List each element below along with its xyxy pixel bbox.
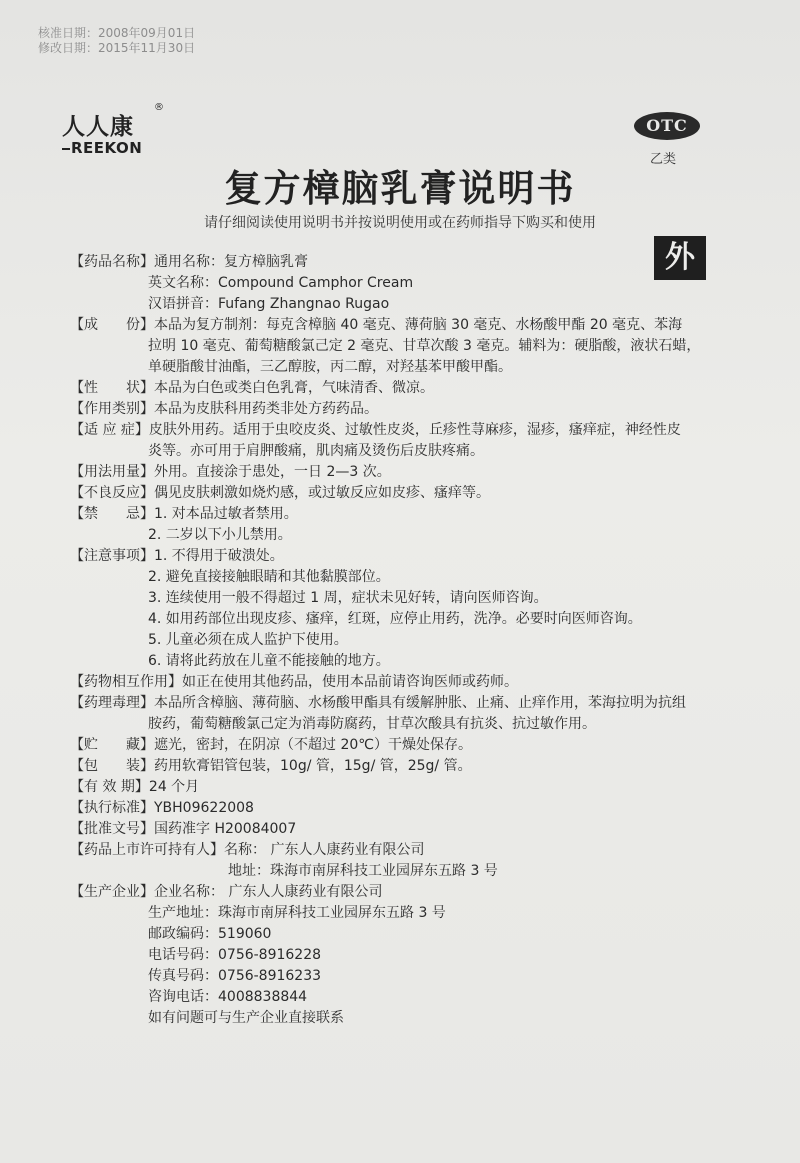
section-storage xyxy=(70,735,720,756)
section-label: 【适 应 症】 xyxy=(70,422,149,438)
section-text: 如正在使用其他药品，使用本品前请咨询医师或药师。 xyxy=(182,674,518,690)
section-contraindications xyxy=(70,504,720,525)
ingredients-line: 单硬脂酸甘油酯，三乙醇胺，丙二醇，对羟基苯甲酸甲酯。 xyxy=(148,359,512,375)
revision-date: 修改日期：2015年11月30日 xyxy=(38,41,196,55)
section-indications xyxy=(70,420,720,441)
section-text: 偶见皮肤刺激如烧灼感，或过敏反应如皮疹、瘙痒等。 xyxy=(154,485,490,501)
section-text: 本品为白色或类白色乳膏，气味清香、微凉。 xyxy=(154,380,434,396)
section-appearance xyxy=(70,378,720,399)
section-pharmacology xyxy=(70,693,720,714)
section-label: 【生产企业】 xyxy=(70,884,154,900)
section-label: 【药品上市许可持有人】 xyxy=(70,842,224,858)
ingredients-line: 本品为复方制剂：每克含樟脑 40 毫克、薄荷脑 30 毫克、水杨酸甲酯 20 毫克、苯海 xyxy=(154,317,683,333)
section-label: 【药物相互作用】 xyxy=(70,674,182,690)
section-name xyxy=(70,252,720,273)
external-use-badge: 外 xyxy=(654,236,706,280)
section-adverse xyxy=(70,483,720,504)
otc-class: 乙类 xyxy=(650,152,677,167)
phone-number: 电话号码：0756-8916228 xyxy=(148,947,322,963)
logo-chinese: 人人康 xyxy=(62,114,134,140)
section-text: YBH09622008 xyxy=(154,800,254,816)
section-label: 【药品名称】 xyxy=(70,254,154,270)
section-precautions xyxy=(70,546,720,567)
list-item: 1. 不得用于破溃处。 xyxy=(154,548,284,564)
section-label: 【性 状】 xyxy=(70,380,154,396)
date-stamp xyxy=(38,26,195,56)
fax-number: 传真号码：0756-8916233 xyxy=(148,968,322,984)
arrow-icon xyxy=(62,148,70,150)
section-label: 【作用类别】 xyxy=(70,401,154,417)
mah-name: 名称： 广东人人康药业有限公司 xyxy=(224,842,425,858)
page-title: 复方樟脑乳膏说明书 xyxy=(224,167,576,210)
subtitle: 请仔细阅读使用说明书并按说明使用或在药师指导下购买和使用 xyxy=(204,215,596,231)
list-item: 3. 连续使用一般不得超过 1 周，症状未见好转，请向医师咨询。 xyxy=(148,590,548,606)
section-text: 胺药，葡萄糖酸氯己定为消毒防腐药，甘草次酸具有抗炎、抗过敏作用。 xyxy=(148,716,596,732)
section-label: 【贮 藏】 xyxy=(70,737,154,753)
section-label: 【药理毒理】 xyxy=(70,695,154,711)
manufacturer-name: 企业名称： 广东人人康药业有限公司 xyxy=(154,884,383,900)
section-packaging xyxy=(70,756,720,777)
section-mah xyxy=(70,840,720,861)
english-name: 英文名称：Compound Camphor Cream xyxy=(148,275,414,291)
section-text: 24 个月 xyxy=(148,779,200,795)
section-text: 本品为皮肤科用药类非处方药药品。 xyxy=(154,401,378,417)
section-text: 外用。直接涂于患处，一日 2—3 次。 xyxy=(154,464,391,480)
approval-date: 核准日期：2008年09月01日 xyxy=(38,26,196,40)
section-label: 【包 装】 xyxy=(70,758,154,774)
section-manufacturer xyxy=(70,882,720,903)
otc-badge: OTC xyxy=(634,112,700,140)
registered-mark: ® xyxy=(154,102,164,113)
contact-note: 如有问题可与生产企业直接联系 xyxy=(148,1010,344,1026)
list-item: 1. 对本品过敏者禁用。 xyxy=(154,506,298,522)
section-label: 【用法用量】 xyxy=(70,464,154,480)
section-label: 【不良反应】 xyxy=(70,485,154,501)
list-item: 2. 二岁以下小儿禁用。 xyxy=(148,527,292,543)
section-validity xyxy=(70,777,720,798)
pinyin-name: 汉语拼音：Fufang Zhangnao Rugao xyxy=(148,296,390,312)
brand-logo xyxy=(62,102,164,157)
postcode: 邮政编码：519060 xyxy=(148,926,272,942)
list-item: 5. 儿童必须在成人监护下使用。 xyxy=(148,632,348,648)
section-label: 【执行标准】 xyxy=(70,800,154,816)
section-ingredients xyxy=(70,315,720,336)
list-item: 2. 避免直接接触眼睛和其他黏膜部位。 xyxy=(148,569,390,585)
list-item: 6. 请将此药放在儿童不能接触的地方。 xyxy=(148,653,390,669)
ingredients-line: 拉明 10 毫克、葡萄糖酸氯己定 2 毫克、甘草次酸 3 毫克。辅料为：硬脂酸，液状石蜡， xyxy=(148,338,701,354)
section-label: 【禁 忌】 xyxy=(70,506,154,522)
section-approval xyxy=(70,819,720,840)
section-label: 【批准文号】 xyxy=(70,821,154,837)
leaflet-content xyxy=(70,252,720,1029)
section-dosage xyxy=(70,462,720,483)
list-item: 4. 如用药部位出现皮疹、瘙痒，红斑，应停止用药，洗净。必要时向医师咨询。 xyxy=(148,611,642,627)
section-text: 药用软膏铝管包装，10g/ 管，15g/ 管，25g/ 管。 xyxy=(154,758,472,774)
logo-english: REEKON xyxy=(62,139,142,157)
generic-name: 通用名称：复方樟脑乳膏 xyxy=(154,254,308,270)
manufacturer-address: 生产地址：珠海市南屏科技工业园屏东五路 3 号 xyxy=(148,905,446,921)
section-label: 【有 效 期】 xyxy=(70,779,149,795)
section-interactions xyxy=(70,672,720,693)
section-label: 【注意事项】 xyxy=(70,548,154,564)
hotline: 咨询电话：4008838844 xyxy=(148,989,308,1005)
section-text: 皮肤外用药。适用于虫咬皮炎、过敏性皮炎，丘疹性荨麻疹，湿疹，瘙痒症，神经性皮 xyxy=(148,422,681,438)
section-category xyxy=(70,399,720,420)
section-text: 国药准字 H20084007 xyxy=(154,821,297,837)
section-text: 本品所含樟脑、薄荷脑、水杨酸甲酯具有缓解肿胀、止痛、止痒作用，苯海拉明为抗组 xyxy=(154,695,686,711)
section-standard xyxy=(70,798,720,819)
section-text: 炎等。亦可用于肩胛酸痛，肌肉痛及烫伤后皮肤疼痛。 xyxy=(148,443,484,459)
section-label: 【成 份】 xyxy=(70,317,154,333)
mah-address: 地址：珠海市南屏科技工业园屏东五路 3 号 xyxy=(228,863,498,879)
section-text: 遮光，密封，在阴凉（不超过 20℃）干燥处保存。 xyxy=(154,737,472,753)
